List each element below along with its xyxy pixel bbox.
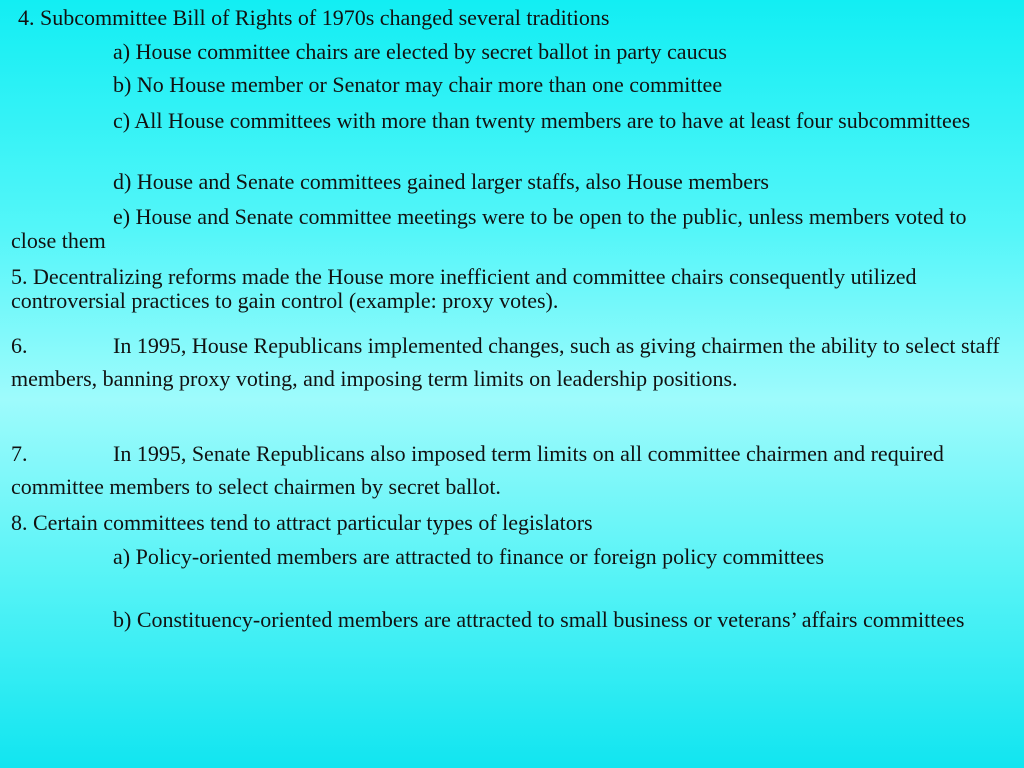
item-8b: b) Constituency-oriented members are attracted to small business or veterans’ affairs committees [113, 607, 965, 632]
item-4e: e) House and Senate committee meetings were to be open to the public, unless members voted to close them [11, 204, 967, 253]
item-4-heading: 4. Subcommittee Bill of Rights of 1970s changed several traditions [18, 5, 610, 30]
item-6-number: 6. [11, 333, 28, 358]
item-4b: b) No House member or Senator may chair more than one committee [113, 72, 723, 97]
item-6 [11, 329, 1011, 395]
item-4c: c) All House committees with more than twenty members are to have at least four subcommittees [113, 108, 971, 133]
item-5: 5. Decentralizing reforms made the House more inefficient and committee chairs consequently utilized controversial practices to gain control (example: proxy votes). [11, 264, 917, 313]
item-4d: d) House and Senate committees gained larger staffs, also House members [113, 169, 769, 194]
item-4a: a) House committee chairs are elected by secret ballot in party caucus [113, 39, 727, 64]
item-7-number: 7. [11, 441, 28, 466]
item-8a: a) Policy-oriented members are attracted to finance or foreign policy committees [113, 544, 825, 569]
item-7-text: In 1995, Senate Republicans also imposed term limits on all committee chairmen and required committee members to select chairmen by secret ballot. [11, 441, 944, 499]
item-6-text: In 1995, House Republicans implemented changes, such as giving chairmen the ability to select staff members, banning proxy voting, and imposing term limits on leadership positions. [11, 333, 1000, 391]
item-7 [11, 437, 1011, 503]
item-8-heading: 8. Certain committees tend to attract particular types of legislators [11, 510, 593, 535]
